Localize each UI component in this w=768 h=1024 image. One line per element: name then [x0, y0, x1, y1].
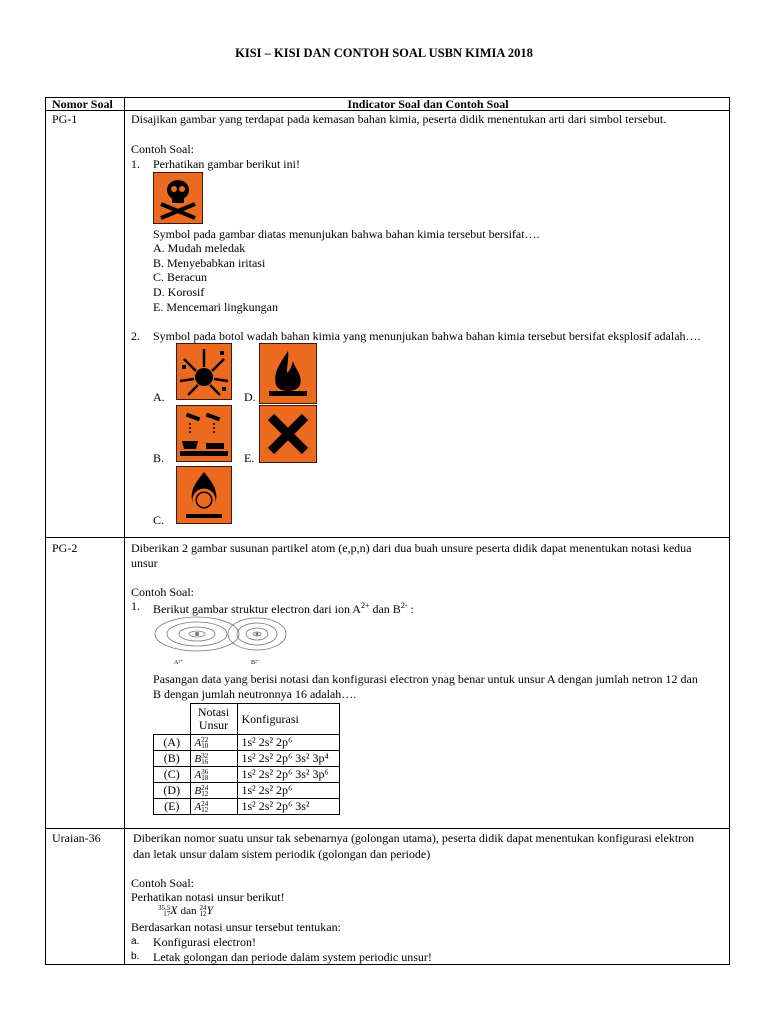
row-divider [46, 828, 729, 829]
row-divider [46, 537, 729, 538]
pg2-stem-line1: Pasangan data yang berisi notasi dan konfigurasi electron ynag benar untuk unsur A dengan jumlah netron 12 dan [153, 672, 698, 686]
table-row: (D) B24 12 1s² 2s² 2p⁶ [154, 783, 340, 799]
pg1-q1-number: 1. [131, 157, 140, 171]
pg2-q1-text: Berikut gambar struktur electron dari ion $A^{2+}$ dan $B^{2-}$ : [153, 601, 414, 616]
table-row: (A) A22 10 1s² 2s² 2p⁶ [154, 735, 340, 751]
uraian-text-2: Berdasarkan notasi unsur tersebut tentukan: [131, 920, 341, 934]
pg2-indicator-line1: Diberikan 2 gambar susunan partikel atom (e,p,n) dari dua buah unsure peserta didik dapat menentukan notasi kedua [131, 541, 692, 555]
uraian-code: Uraian-36 [52, 831, 101, 845]
pg1-option-c: C. Beracun [153, 270, 207, 284]
flammable-icon [259, 343, 317, 404]
pg1-option-a: A. Mudah meledak [153, 241, 246, 255]
pg1-q1-stem: Symbol pada gambar diatas menunjukan bahwa bahan kimia tersebut bersifat…. [153, 227, 540, 241]
skull-icon [153, 172, 203, 224]
konfigurasi-table [153, 703, 340, 815]
explosive-icon [176, 343, 232, 400]
pg1-option-b: B. Menyebabkan iritasi [153, 256, 266, 270]
corrosive-icon [176, 405, 232, 462]
pg1-q2-label-d: D. [244, 390, 256, 404]
table-row [154, 704, 340, 735]
pg1-q2-label-e: E. [244, 451, 255, 465]
kisi-table [45, 97, 730, 965]
header-indicator: Indicator Soal dan Contoh Soal [347, 97, 509, 111]
pg1-q2-label-c: C. [153, 513, 165, 527]
pg1-option-d: D. Korosif [153, 285, 205, 299]
uraian-contoh: Contoh Soal: [131, 876, 195, 890]
uraian-item-a-mark: a. [131, 936, 140, 947]
pg1-q1-text: Perhatikan gambar berikut ini! [153, 157, 300, 171]
atom-b-diagram [226, 616, 288, 652]
header-nomor-soal: Nomor Soal [52, 97, 113, 111]
oxidizing-icon [176, 466, 232, 524]
uraian-item-a: Konfigurasi electron! [153, 935, 256, 949]
uraian-item-b: Letak golongan dan periode dalam system periodic unsur! [153, 950, 432, 964]
pg1-code: PG-1 [52, 112, 78, 126]
pg1-q2-label-b: B. [153, 451, 165, 465]
pg1-option-e: E. Mencemari lingkungan [153, 300, 278, 314]
uraian-indicator-line2: dan letak unsur dalam sistem periodik (golongan dan periode) [133, 847, 431, 861]
table-header-konfigurasi: Konfigurasi [237, 704, 340, 735]
table-row: (C) A36 18 1s² 2s² 2p⁶ 3s² 3p⁶ [154, 767, 340, 783]
uraian-text-1: Perhatikan notasi unsur berikut! [131, 890, 285, 904]
pg2-contoh: Contoh Soal: [131, 585, 195, 599]
pg2-code: PG-2 [52, 541, 78, 555]
column-divider [124, 98, 125, 964]
pg2-q1-number: 1. [131, 599, 140, 613]
uraian-item-b-mark: b. [131, 951, 140, 962]
uraian-indicator-line1: Diberikan nomor suatu unsur tak sebenarnya (golongan utama), peserta didik dapat menentukan konfigurasi elektron [133, 831, 695, 845]
pg2-stem-line2: B dengan jumlah neutronnya 16 adalah…. [153, 687, 357, 701]
harmful-x-icon [259, 405, 317, 463]
pg1-q2-number: 2. [131, 329, 140, 343]
pg1-contoh: Contoh Soal: [131, 142, 195, 156]
table-row: (E) A24 12 1s² 2s² 2p⁶ 3s² [154, 799, 340, 815]
page-title: KISI – KISI DAN CONTOH SOAL USBN KIMIA 2018 [235, 46, 533, 60]
table-header-notasi: Notasi Unsur [190, 704, 237, 735]
pg1-indicator: Disajikan gambar yang terdapat pada kemasan bahan kimia, peserta didik menentukan arti dari simbol tersebut. [131, 112, 667, 126]
table-row: (B) B32 16 1s² 2s² 2p⁶ 3s² 3p⁴ [154, 751, 340, 767]
pg1-q2-text: Symbol pada botol wadah bahan kimia yang menunjukan bahwa bahan kimia tersebut bersifat eksplosif adalah…. [153, 329, 701, 343]
pg1-q2-label-a: A. [153, 390, 165, 404]
atom-b-label: B²⁻ [251, 660, 260, 666]
atom-a-label: A²⁺ [174, 660, 184, 666]
pg2-indicator-line2: unsur [131, 556, 158, 570]
uraian-notasi: 35,5 17X dan 24 12Y [158, 903, 214, 919]
